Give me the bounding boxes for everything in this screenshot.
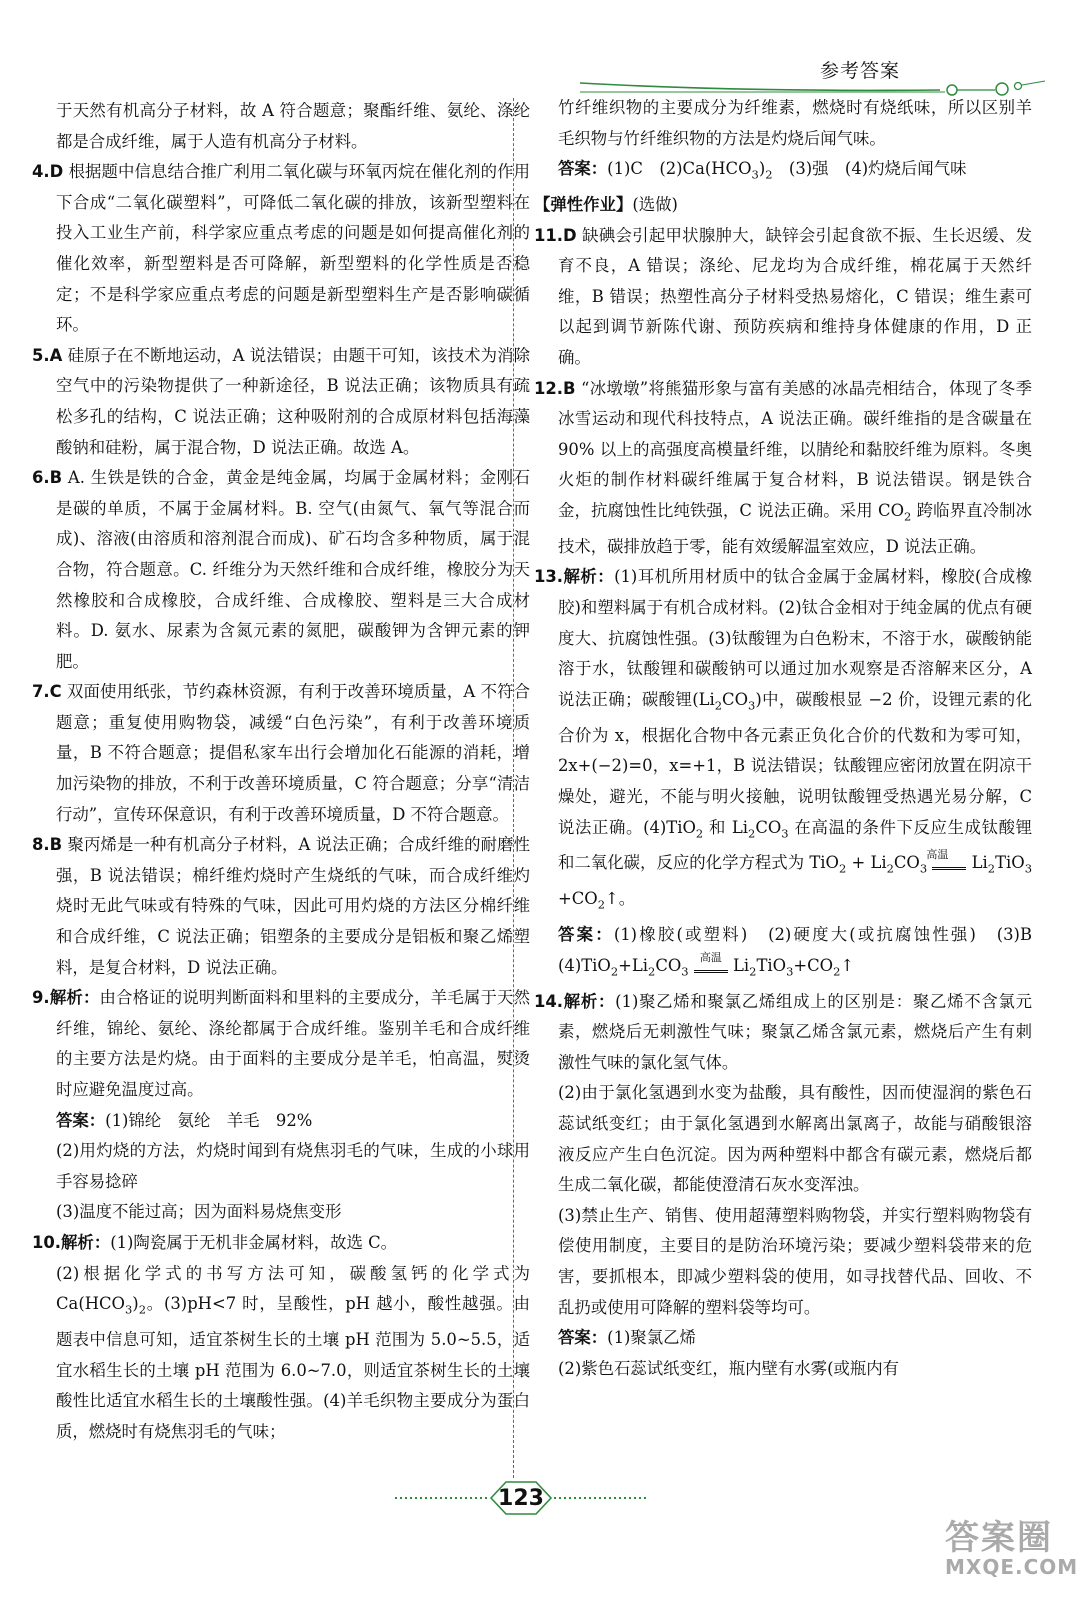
item-number: 12.B [534,378,576,398]
answer-label: 答案： [558,925,614,945]
item-text: (1)陶瓷属于无机非金属材料，故选 C。 [110,1232,398,1252]
answer-line: 答案：(1)聚氯乙烯 [558,1328,696,1348]
q10-continuation: 竹纤维织物的主要成分为纤维素，燃烧时有烧纸味，所以区别羊毛织物与竹纤维织物的方法是灼烧后闻气味。 [558,98,1032,148]
answer-item-6 [32,463,530,677]
item-number: 7.C [32,682,62,702]
answer-label: 答案： [558,159,608,179]
answer-item-12: 12.B “冰墩墩”将熊猫形象与富有美感的冰晶壳相结合，体现了冬季冰雪运动和现代科技特点，A 说法正确。碳纤维指的是含碳量在 90% 以上的高强度高模量纤维，以腈纶和黏胶纤维为原料。冬奥火炬的制作材料碳纤维属于复合材料，B 说法错误。钢是铁合金，抗腐蚀性比纯铁强，C 说法正确。采用 $CO_2$ 跨临界直冷制冰技术，碳排放趋于零，能有效缓解温室效应，D 说法正确。 [534,378,1032,556]
section-heading [534,190,1032,221]
item-number: 6.B [32,468,63,488]
item-number: 9. [32,988,50,1008]
q3-continuation: 于天然有机高分子材料，故 A 符合题意；聚酯纤维、氨纶、涤纶都是合成纤维，属于人造有机高分子材料。 [56,101,530,151]
answer-line: 答案：(1)C $(2)Ca(HCO_3)_2$ (3)强 (4)灼烧后闻气味 [558,159,967,182]
answer-line: 答案：(1)橡胶(或塑料) (2)硬度大(或抗腐蚀性强) (3)B $(4)TiO_2+Li_2CO_3$ 高温 $Li_2TiO_3+CO_2↑$ [558,925,1049,978]
item-text: 由合格证的说明判断面料和里料的主要成分，羊毛属于天然纤维，锦纶、氨纶、涤纶都属于合成纤维。鉴别羊毛和合成纤维的主要方法是灼烧。由于面料的主要成分是羊毛，怕高温，熨烫时应避免温度过高。 [56,988,531,1099]
item-text: 根据题中信息结合推广利用二氧化碳与环氧丙烷在催化剂的作用下合成“二氧化碳塑料”，可降低二氧化碳的排放，该新型塑料在投入工业生产前，科学家应重点考虑的问题是如何提高催化剂的催化效率，新型塑料是否可降解，新型塑料的化学性质是否稳定；不是科学家应重点考虑的问题是新型塑料生产是否影响碳循环。 [56,162,530,335]
item-text: 缺碘会引起甲状腺肿大，缺锌会引起食欲不振、生长迟缓、发育不良，A 错误；涤纶、尼龙均为合成纤维，棉花属于天然纤维，B 错误；热塑性高分子材料受热易熔化，C 错误；维生素可以起到调节新陈代谢、预防疾病和维持身体健康的作用，D 正确。 [558,225,1032,368]
item-number: 8.B [32,835,63,855]
answer-label: 答案： [56,1110,106,1130]
item-text: 聚丙烯是一种有机高分子材料，A 说法正确；合成纤维的耐磨性强，B 说法错误；棉纤维灼烧时产生烧纸的气味，而合成纤维灼烧时无此气味或有特殊的气味，因此可用灼烧的方法区分棉纤维和合成纤维，C 说法正确；铝塑条的主要成分是铝板和聚乙烯塑料，是复合材料，D 说法正确。 [56,835,530,977]
left-column [32,96,530,1447]
answer-item-8 [32,830,530,983]
answer-item-10 [32,1228,530,1259]
item-number: 13. [534,567,564,587]
answer-line [32,1106,530,1137]
header-label: 参考答案 [820,60,901,82]
reaction-condition: 高温 [694,952,728,976]
answer-text: (1)锦纶 氨纶 羊毛 92% [105,1110,313,1130]
item-text-continued: (2)由于氯化氢遇到水变为盐酸，具有酸性，因而使湿润的紫色石蕊试纸变红；由于氯化氢遇到水解离出氯离子，故能与硝酸银溶液反应产生白色沉淀。因为两种塑料中都含有碳元素，燃烧后都生成二氧化碳，都能使澄清石灰水变浑浊。 [558,1083,1032,1195]
item-number: 5.A [32,345,63,365]
section-title: 【弹性作业】 [534,195,633,215]
answer-line: (3)温度不能过高；因为面料易烧焦变形 [56,1202,342,1222]
answer-item-4 [32,157,530,341]
right-column [534,93,1049,1384]
item-number: 10. [32,1232,62,1252]
item-text: 硅原子在不断地运动，A 说法错误；由题干可知，该技术为消除空气中的污染物提供了一种新途径，B 说法正确；该物质具有疏松多孔的结构，C 说法正确；这种吸附剂的合成原材料包括海藻酸钠和硅粉，属于混合物，D 说法正确。故选 A。 [56,345,530,457]
item-text: 双面使用纸张，节约森林资源，有利于改善环境质量，A 不符合题意；重复使用购物袋，减缓“白色污染”，有利于改善环境质量，B 不符合题意；提倡私家车出行会增加化石能源的消耗，增加污染物的排放，不利于改善环境质量，C 符合题意；分享“清洁行动”，宣传环保意识，有利于改善环境质量，D 不符合题意。 [56,682,530,824]
item-text-continued: (2)根据化学式的书写方法可知，碳酸氢钙的化学式为 $Ca(HCO_3)_2$。(3)pH<7 时，呈酸性，pH 越小，酸性越强。由题表中信息可知，适宜茶树生长的土壤 pH 范围为 5.0~5.5，适宜水稻生长的土壤 pH 范围为 6.0~7.0，则适宜茶树生长的土壤酸性比适宜水稻生长的土壤酸性强。(4)羊毛织物主要成分为蛋白质，燃烧时有烧焦羽毛的气味； [56,1263,530,1441]
analysis-label: 解析： [49,988,100,1008]
analysis-label: 解析： [61,1232,111,1252]
answer-item-11 [534,221,1032,374]
analysis-label: 解析： [563,991,616,1011]
answer-item-14: 14.解析：(1)聚乙烯和聚氯乙烯组成上的区别是：聚乙烯不含氯元素，燃烧后无刺激性气味；聚氯乙烯含氯元素，燃烧后产生有刺激性气味的氯化氢气体。 [534,991,1033,1072]
analysis-label: 解析： [563,567,615,587]
answer-item-9 [32,983,530,1105]
answer-line: (2)用灼烧的方法，灼烧时闻到有烧焦羽毛的气味，生成的小球用手容易捻碎 [56,1141,530,1191]
page-number: 123 [498,1485,544,1511]
item-text-continued: (3)禁止生产、销售、使用超薄塑料购物袋，并实行塑料购物袋有偿使用制度，主要目的是防治环境污染；要减少塑料袋带来的危害，要抓根本，即减少塑料袋的使用，如寻找替代品、回收、不乱扔或使用可降解的塑料袋等均可。 [558,1205,1032,1317]
answer-item-13: 13.解析：(1)耳机所用材质中的钛合金属于金属材料，橡胶(合成橡胶)和塑料属于有机合成材料。(2)钛合金相对于纯金属的优点有硬度大、抗腐蚀性强。(3)钛酸锂为白色粉末，不溶于水，碳酸钠能溶于水，钛酸锂和碳酸钠可以通过加水观察是否溶解来区分，A 说法正确；碳酸锂$(Li_2CO_3)$中，碳酸根显 −2 价，设锂元素的化合价为 x，根据化合物中各元素正负化合价的代数和为零可知，2x+(−2)=0，x=+1，B 说法错误；钛酸锂应密闭放置在阴凉干燥处，避光，不能与明火接触，说明钛酸锂受热遇光易分解，C 说法正确。(4)TiO$_2$ 和 $Li_2CO_3$ 在高温的条件下反应生成钛酸锂和二氧化碳，反应的化学方程式为 $TiO_2 + Li_2CO_3$ 高温 $Li_2TiO_3$ $+CO_2↑$。 [534,567,1032,912]
item-text: A. 生铁是铁的合金，黄金是纯金属，均属于金属材料；金刚石是碳的单质，不属于金属材料。B. 空气(由氮气、氧气等混合而成)、溶液(由溶质和溶剂混合而成)、矿石均含多种物质，属于混合物，符合题意。C. 纤维分为天然纤维和合成纤维，橡胶分为天然橡胶和合成橡胶，合成纤维、合成橡胶、塑料是三大合成材料。D. 氨水、尿素为含氮元素的氮肥，碳酸钾为含钾元素的钾肥。 [56,468,530,671]
answer-label: 答案： [558,1328,608,1348]
section-note: (选做) [632,195,678,215]
answer-item-7 [32,677,530,830]
item-number: 4.D [32,162,64,182]
watermark-logo: 答案圈 MXQE.COM [945,1518,1079,1579]
answer-item-5 [32,341,530,463]
item-number: 14. [534,991,564,1011]
answer-line: (2)紫色石蕊试纸变红，瓶内壁有水雾(或瓶内有 [558,1358,900,1378]
reaction-condition: 高温 [932,849,966,873]
item-number: 11.D [534,225,577,245]
